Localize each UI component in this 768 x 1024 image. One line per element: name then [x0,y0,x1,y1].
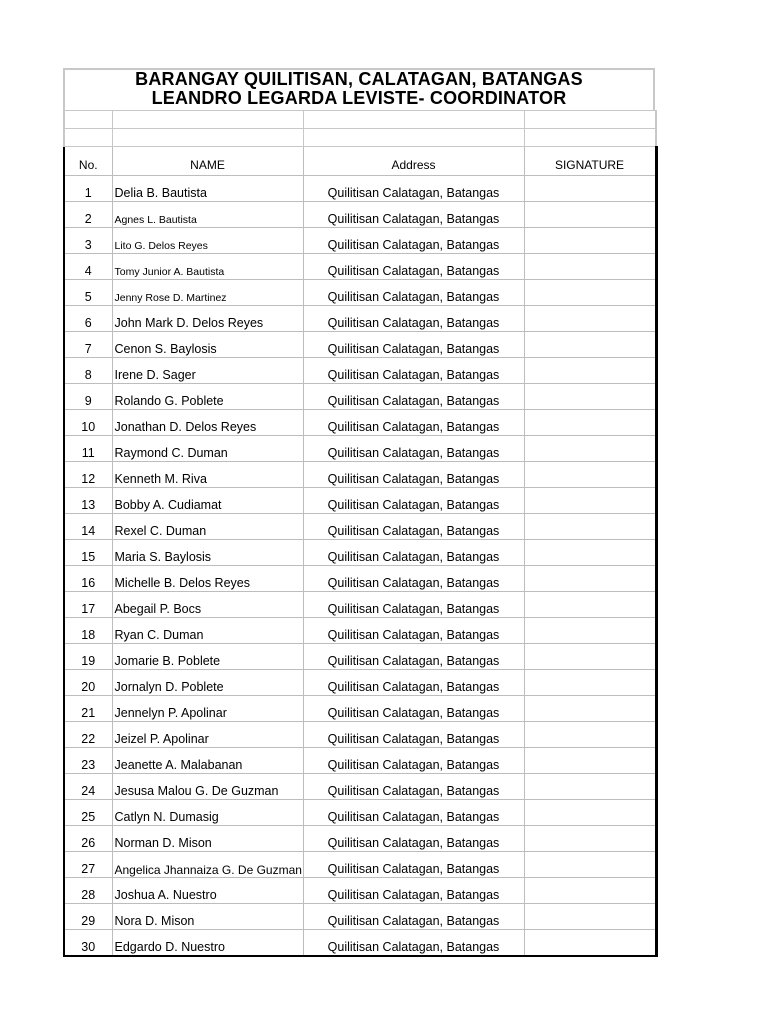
row-number: 4 [64,254,112,280]
signature-cell [524,228,656,254]
row-address: Quilitisan Calatagan, Batangas [303,696,524,722]
table-row [64,618,656,644]
signature-cell [524,852,656,878]
signature-cell [524,358,656,384]
row-name: Michelle B. Delos Reyes [112,566,303,592]
row-name: Edgardo D. Nuestro [112,930,303,957]
row-number: 3 [64,228,112,254]
signature-cell [524,644,656,670]
row-number: 7 [64,332,112,358]
row-address: Quilitisan Calatagan, Batangas [303,462,524,488]
row-name: Kenneth M. Riva [112,462,303,488]
signature-cell [524,254,656,280]
table-row [64,514,656,540]
row-number: 30 [64,930,112,957]
row-address: Quilitisan Calatagan, Batangas [303,826,524,852]
row-address: Quilitisan Calatagan, Batangas [303,306,524,332]
signature-cell [524,462,656,488]
signature-table [63,110,658,957]
row-number: 9 [64,384,112,410]
row-name: Jenny Rose D. Martinez [112,280,303,306]
row-name: Norman D. Mison [112,826,303,852]
row-address: Quilitisan Calatagan, Batangas [303,904,524,930]
signature-cell [524,722,656,748]
title-coordinator: LEANDRO LEGARDA LEVISTE- COORDINATOR [151,88,567,108]
row-number: 12 [64,462,112,488]
row-number: 19 [64,644,112,670]
row-name: Jonathan D. Delos Reyes [112,410,303,436]
blank-row [64,129,656,147]
signature-cell [524,436,656,462]
table-row [64,852,656,878]
row-number: 1 [64,176,112,202]
row-number: 18 [64,618,112,644]
table-row [64,202,656,228]
signature-cell [524,514,656,540]
row-address: Quilitisan Calatagan, Batangas [303,774,524,800]
row-name: Jeizel P. Apolinar [112,722,303,748]
row-address: Quilitisan Calatagan, Batangas [303,930,524,957]
row-number: 21 [64,696,112,722]
signature-cell [524,878,656,904]
row-address: Quilitisan Calatagan, Batangas [303,800,524,826]
signature-cell [524,826,656,852]
table-row [64,930,656,957]
row-address: Quilitisan Calatagan, Batangas [303,878,524,904]
row-name: John Mark D. Delos Reyes [112,306,303,332]
row-number: 20 [64,670,112,696]
row-name: Jeanette A. Malabanan [112,748,303,774]
row-address: Quilitisan Calatagan, Batangas [303,410,524,436]
signature-cell [524,774,656,800]
row-address: Quilitisan Calatagan, Batangas [303,358,524,384]
table-row [64,436,656,462]
signature-cell [524,280,656,306]
header-no: No. [64,147,112,176]
blank-row [64,111,656,129]
signature-cell [524,696,656,722]
row-name: Raymond C. Duman [112,436,303,462]
row-address: Quilitisan Calatagan, Batangas [303,748,524,774]
row-name: Rolando G. Poblete [112,384,303,410]
row-address: Quilitisan Calatagan, Batangas [303,618,524,644]
table-row [64,410,656,436]
header-address: Address [303,147,524,176]
table-row [64,592,656,618]
table-row [64,748,656,774]
signature-cell [524,488,656,514]
row-number: 16 [64,566,112,592]
table-row [64,176,656,202]
signature-cell [524,410,656,436]
row-name: Rexel C. Duman [112,514,303,540]
row-name: Jornalyn D. Poblete [112,670,303,696]
signature-cell [524,306,656,332]
row-address: Quilitisan Calatagan, Batangas [303,488,524,514]
row-name: Maria S. Baylosis [112,540,303,566]
signature-cell [524,748,656,774]
row-number: 27 [64,852,112,878]
signature-cell [524,202,656,228]
table-row [64,384,656,410]
table-row [64,878,656,904]
table-row [64,228,656,254]
row-address: Quilitisan Calatagan, Batangas [303,644,524,670]
row-name: Ryan C. Duman [112,618,303,644]
table-row [64,488,656,514]
signature-cell [524,332,656,358]
table-row [64,254,656,280]
row-name: Nora D. Mison [112,904,303,930]
table-row [64,644,656,670]
row-name: Tomy Junior A. Bautista [112,254,303,280]
row-name: Jennelyn P. Apolinar [112,696,303,722]
row-name: Cenon S. Baylosis [112,332,303,358]
row-name: Agnes L. Bautista [112,202,303,228]
row-address: Quilitisan Calatagan, Batangas [303,436,524,462]
table-row [64,332,656,358]
row-name: Joshua A. Nuestro [112,878,303,904]
row-name: Irene D. Sager [112,358,303,384]
row-name: Lito G. Delos Reyes [112,228,303,254]
signature-cell [524,566,656,592]
table-row [64,462,656,488]
table-row [64,280,656,306]
signature-cell [524,176,656,202]
table-row [64,696,656,722]
row-address: Quilitisan Calatagan, Batangas [303,384,524,410]
signature-cell [524,618,656,644]
row-name: Angelica Jhannaiza G. De Guzman [112,852,303,878]
signature-cell [524,592,656,618]
signature-cell [524,670,656,696]
row-number: 23 [64,748,112,774]
table-row [64,358,656,384]
table-row [64,306,656,332]
signature-cell [524,384,656,410]
row-name: Abegail P. Bocs [112,592,303,618]
row-address: Quilitisan Calatagan, Batangas [303,514,524,540]
row-address: Quilitisan Calatagan, Batangas [303,566,524,592]
table-row [64,904,656,930]
row-name: Delia B. Bautista [112,176,303,202]
row-address: Quilitisan Calatagan, Batangas [303,540,524,566]
table-row [64,722,656,748]
signature-cell [524,800,656,826]
row-number: 11 [64,436,112,462]
row-number: 28 [64,878,112,904]
row-name: Jesusa Malou G. De Guzman [112,774,303,800]
row-number: 22 [64,722,112,748]
row-number: 2 [64,202,112,228]
row-address: Quilitisan Calatagan, Batangas [303,722,524,748]
row-address: Quilitisan Calatagan, Batangas [303,176,524,202]
row-number: 25 [64,800,112,826]
table-row [64,800,656,826]
row-number: 5 [64,280,112,306]
row-number: 10 [64,410,112,436]
row-number: 13 [64,488,112,514]
row-number: 14 [64,514,112,540]
signature-cell [524,540,656,566]
row-address: Quilitisan Calatagan, Batangas [303,332,524,358]
row-name: Jomarie B. Poblete [112,644,303,670]
row-number: 6 [64,306,112,332]
row-address: Quilitisan Calatagan, Batangas [303,254,524,280]
row-address: Quilitisan Calatagan, Batangas [303,280,524,306]
row-name: Bobby A. Cudiamat [112,488,303,514]
header-row [64,147,656,176]
row-number: 24 [64,774,112,800]
header-name: NAME [112,147,303,176]
attendance-sheet [63,68,655,957]
row-number: 8 [64,358,112,384]
row-address: Quilitisan Calatagan, Batangas [303,228,524,254]
row-address: Quilitisan Calatagan, Batangas [303,202,524,228]
row-address: Quilitisan Calatagan, Batangas [303,592,524,618]
title-barangay: BARANGAY QUILITISAN, CALATAGAN, BATANGAS [135,69,583,89]
row-number: 26 [64,826,112,852]
row-address: Quilitisan Calatagan, Batangas [303,852,524,878]
table-row [64,566,656,592]
row-number: 15 [64,540,112,566]
signature-cell [524,904,656,930]
row-name: Catlyn N. Dumasig [112,800,303,826]
row-number: 29 [64,904,112,930]
signature-cell [524,930,656,957]
table-row [64,540,656,566]
table-row [64,670,656,696]
table-row [64,774,656,800]
row-number: 17 [64,592,112,618]
row-address: Quilitisan Calatagan, Batangas [303,670,524,696]
table-row [64,826,656,852]
title-block [63,68,655,110]
header-signature: SIGNATURE [524,147,656,176]
